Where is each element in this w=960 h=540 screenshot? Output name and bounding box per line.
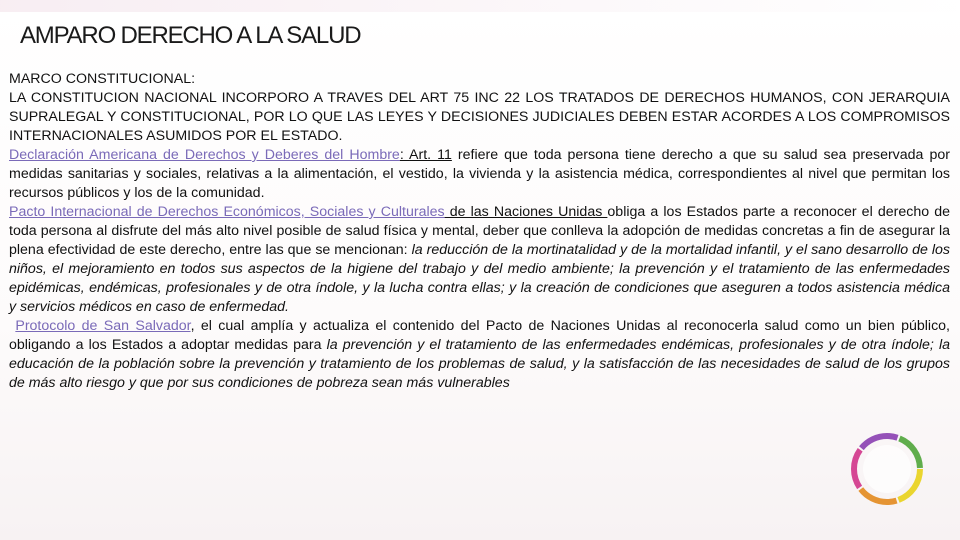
declaracion-link[interactable]: Declaración Americana de Derechos y Deberes del Hombre	[9, 147, 400, 163]
circular-logo-icon	[848, 430, 926, 508]
declaracion-separator: :	[399, 147, 410, 163]
top-decoration	[0, 0, 960, 12]
declaracion-article: Art. 11	[409, 147, 452, 163]
pacto-org: de las Naciones Unidas	[444, 204, 608, 220]
declaracion-paragraph	[9, 146, 950, 203]
marco-paragraph: LA CONSTITUCION NACIONAL INCORPORO A TRAVES DEL ART 75 INC 22 LOS TRATADOS DE DERECHOS HUMANOS, CON JERARQUIA SUPRALEGAL Y CONSTITUCIONAL, POR LO QUE LAS LEYES Y DECISIONES JUDICIALES DEBEN ESTAR ACORDES A LOS COMPROMISOS INTERNACIONALES ASUMIDOS POR EL ESTADO.	[9, 90, 950, 144]
protocolo-italic-text: la prevención y el tratamiento de las enfermedades endémicas, profesionales y de otra índole; la educación de la población sobre la prevención y tratamiento de los problemas de salud, y la satisfacción de las necesidades de salud de los grupos de más alto riesgo y que por sus condiciones de pobreza sean más vulnerables	[9, 337, 950, 391]
pacto-text: obliga a los Estados parte a reconocer el derecho de toda persona al disfrute del más alto nivel posible de salud física y mental, deber que conlleva la adopción de medidas concretas a fin de asegurar la plena efectividad de este derecho, entre las que se mencionan:	[9, 204, 951, 258]
marco-heading: MARCO CONSTITUCIONAL:	[9, 71, 196, 87]
protocolo-text: , el cual amplía y actualiza el contenido del Pacto de Naciones Unidas al reconocerla salud como un bien público, obligando a los Estados a adoptar medidas para	[9, 318, 950, 353]
declaracion-text: refiere que toda persona tiene derecho a que su salud sea preservada por medidas sanitarias y sociales, relativas a la alimentación, el vestido, la vivienda y la asistencia médica, correspondientes al nivel que permitan los recursos públicos y los de la comunidad.	[9, 147, 950, 201]
protocolo-link[interactable]: Protocolo de San Salvador	[15, 318, 191, 334]
slide-body	[9, 70, 950, 393]
slide-title: AMPARO DERECHO A LA SALUD	[20, 22, 361, 49]
pacto-paragraph	[9, 203, 950, 317]
protocolo-paragraph	[9, 317, 950, 393]
pacto-link[interactable]: Pacto Internacional de Derechos Económicos, Sociales y Culturales	[9, 204, 445, 220]
pacto-italic-text: la reducción de la mortinatalidad y de la mortalidad infantil, y el sano desarrollo de los niños, el mejoramiento en todos sus aspectos de la higiene del trabajo y del medio ambiente; la prevención y el tratamiento de las enfermedades epidémicas, endémicas, profesionales y de otra índole, y la lucha contra ellas; y la creación de condiciones que aseguren a todos asistencia médica y servicios médicos en caso de enfermedad.	[9, 242, 950, 315]
